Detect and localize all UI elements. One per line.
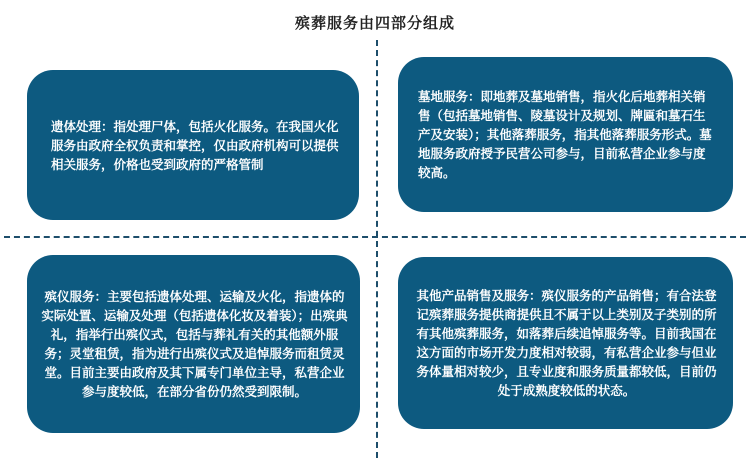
diagram-title: 殡葬服务由四部分组成 — [294, 14, 455, 32]
remains-handling-text: 遗体处理：指处理尸体，包括火化服务。在我国火化服务由政府全权负责和掌控，仅由政府机构可以提供相关服务，价格也受到政府的严格管制 — [51, 118, 339, 172]
cemetery-service-text: 墓地服务：即地葬及墓地销售，指火化后地葬相关销售（包括墓地销售、陵墓设计及规划、牌匾和墓石生产及安装）；其他落葬服务，指其他落葬服务形式。墓地服务政府授予民营公司参与，目前私营企业参与度较高。 — [418, 89, 712, 180]
funeral-service-box — [27, 255, 360, 433]
other-products-text: 其他产品销售及服务：殡仪服务的产品销售；有合法登记殡葬服务提供商提供且不属于以上类别及子类别的所有其他殡葬服务，如落葬后续追悼服务等。目前我国在这方面的市场开发力度相对较弱，有私营企业参与但业务体量相对较少，且专业度和服务质量都较低，目前仍处于成熟度较低的状态。 — [416, 288, 717, 398]
vertical-divider — [376, 40, 378, 458]
remains-handling-box — [27, 70, 359, 220]
other-products-box — [398, 257, 733, 429]
cemetery-service-box — [398, 57, 733, 212]
funeral-service-text: 殡仪服务：主要包括遗体处理、运输及火化，指遗体的实际处置、运输及处理（包括遗体化妆及着装）；出殡典礼，指举行出殡仪式，包括与葬礼有关的其他额外服务；灵堂租赁，指为进行出殡仪式及追悼服务而租赁灵堂。目前主要由政府及其下属专门单位主导，私营企业参与度较低，在部分省份仍然受到限制。 — [41, 289, 348, 399]
horizontal-divider — [4, 236, 746, 238]
